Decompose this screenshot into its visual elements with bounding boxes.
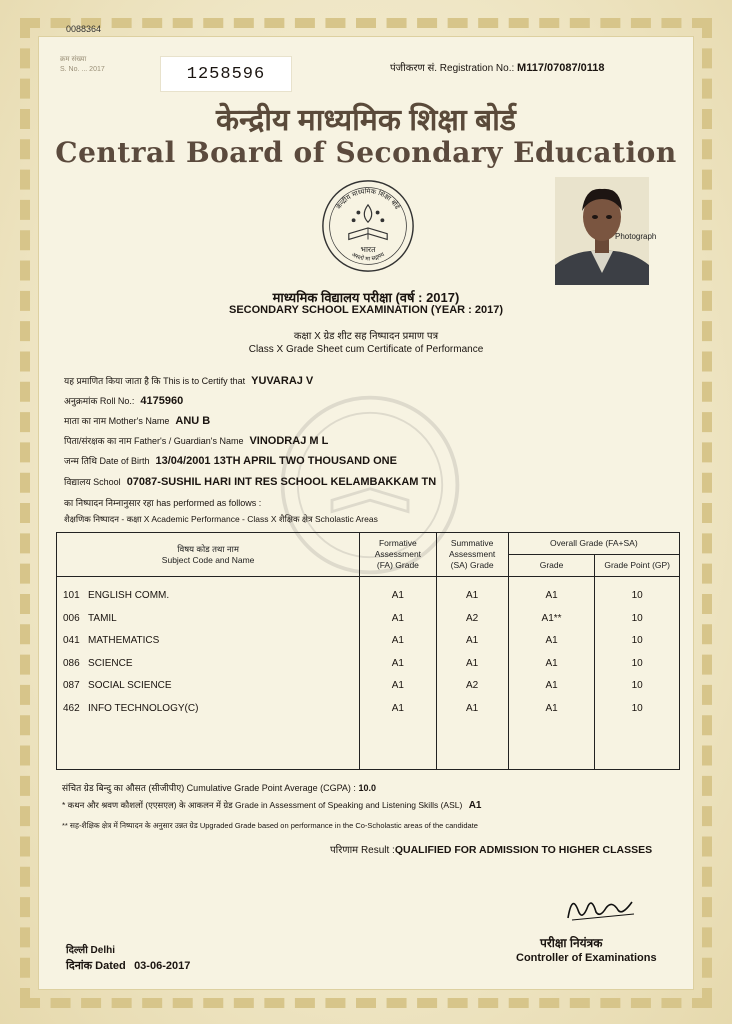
table-row: [63, 675, 359, 698]
table-row: [63, 608, 359, 631]
gp-column: [595, 577, 680, 770]
stub-line: क्रम संख्या: [60, 56, 87, 63]
subject-header-english: Subject Code and Name: [161, 554, 255, 565]
emblem-text-bottom: असतो मा सद्गमय: [350, 251, 386, 263]
cgpa-line: [62, 781, 376, 794]
table-row: [63, 585, 359, 608]
fa-grade: A1: [391, 590, 404, 601]
school-row: [64, 475, 436, 488]
registration-label: पंजीकरण सं. Registration No.:: [390, 63, 515, 74]
board-name-english: Central Board of Secondary Education: [55, 136, 677, 169]
cgpa-value: 10.0: [358, 783, 376, 793]
cbse-emblem: [320, 178, 416, 274]
grade-point: 10: [631, 680, 643, 691]
overall-grade: A1: [545, 590, 558, 601]
subject-code: 087: [63, 680, 80, 691]
student-photo: [555, 177, 657, 285]
sa-grade: A1: [466, 635, 479, 646]
table-header-row: [57, 533, 680, 555]
fa-header-line: Assessment: [374, 549, 422, 559]
grade-point: 10: [631, 590, 643, 601]
overall-header: Overall Grade (FA+SA): [508, 533, 679, 555]
subject-name: MATHEMATICS: [88, 635, 160, 646]
exam-title-hindi: माध्यमिक विद्यालय परीक्षा (वर्ष : 2017): [272, 290, 460, 305]
place: दिल्ली Delhi: [66, 945, 116, 956]
subject-name: ENGLISH COMM.: [88, 590, 170, 601]
asl-label: * कथन और श्रवण कौशलों (एएसएल) के आकलन में ग्रेड Grade in Assessment of Speaking and Listening Skills (ASL): [62, 800, 463, 810]
emblem-country: भारत: [360, 244, 376, 254]
fa-column: [360, 577, 436, 770]
exam-subtitle-hindi: कक्षा X ग्रेड शीट सह निष्पादन प्रमाण पत्र: [293, 331, 439, 342]
school-label: विद्यालय School: [64, 477, 121, 487]
fa-grade: A1: [391, 702, 404, 714]
date-value: 03-06-2017: [134, 960, 191, 972]
subject-name: SOCIAL SCIENCE: [88, 680, 172, 691]
certify-label: यह प्रमाणित किया जाता है कि This is to Certify that: [64, 376, 246, 386]
controller-title-english: Controller of Examinations: [516, 952, 657, 964]
subject-code: 086: [63, 657, 80, 669]
overall-grade: A1**: [541, 612, 562, 624]
date-line: [66, 958, 190, 973]
performed-text: का निष्पादन निम्नानुसार रहा has performed as follows :: [64, 498, 262, 508]
grade-point: 10: [631, 612, 643, 624]
gp-header: Grade Point (GP): [595, 555, 680, 577]
emblem-text-top: केन्द्रीय माध्यमिक शिक्षा बोर्ड: [334, 187, 402, 211]
registration-value: M117/07087/0118: [517, 62, 605, 74]
grades-table: [56, 532, 680, 770]
table-row: [63, 698, 359, 721]
photo-label: Photograph: [615, 232, 657, 241]
fa-header: [360, 533, 436, 577]
subject-name: INFO TECHNOLOGY(C): [88, 702, 199, 714]
academic-heading: शैक्षणिक निष्पादन - कक्षा X Academic Performance - Class X शैक्षिक क्षेत्र Scholastic Areas: [64, 514, 378, 524]
cgpa-label: संचित ग्रेड बिन्दु का औसत (सीजीपीए) Cumulative Grade Point Average (CGPA) :: [62, 783, 356, 793]
roll-label: अनुक्रमांक Roll No.:: [64, 396, 135, 406]
certify-name-row: [64, 374, 313, 387]
fa-grade: A1: [391, 635, 404, 646]
dob-label: जन्म तिथि Date of Birth: [64, 456, 150, 466]
grade-point: 10: [631, 702, 643, 714]
upgraded-grade-note: ** सह-शैक्षिक क्षेत्र में निष्पादन के अनुसार उन्नत ग्रेड Upgraded Grade based on performance in the Co-Scholastic areas of the candidate: [62, 821, 478, 830]
father-name: VINODRAJ M L: [249, 435, 329, 447]
mother-name: ANU B: [175, 415, 211, 427]
dob-row: [64, 454, 397, 467]
mother-row: [64, 414, 210, 427]
sa-grade: A2: [466, 680, 479, 691]
subject-column: [57, 577, 360, 770]
subject-name: TAMIL: [88, 612, 117, 624]
student-name: YUVARAJ V: [251, 375, 314, 387]
registration: [390, 60, 605, 74]
grade-header: Grade: [508, 555, 595, 577]
svg-text:केन्द्रीय माध्यमिक शिक्षा बोर्: [334, 186, 403, 211]
school-value: 07087-SUSHIL HARI INT RES SCHOOL KELAMBAKKAM TN: [126, 476, 437, 488]
exam-subtitle-english: Class X Grade Sheet cum Certificate of Performance: [248, 344, 484, 355]
father-label: पिता/संरक्षक का नाम Father's / Guardian's Name: [64, 436, 244, 446]
roll-number: 4175960: [140, 395, 184, 407]
fa-header-line: (FA) Grade: [376, 560, 419, 570]
roll-row: [64, 394, 183, 407]
fa-grade: A1: [391, 680, 404, 691]
sa-grade: A1: [466, 657, 479, 669]
controller-signature: [560, 888, 640, 928]
dob-value: 13/04/2001 13TH APRIL TWO THOUSAND ONE: [155, 455, 397, 467]
table-body: [57, 577, 680, 770]
subject-name: SCIENCE: [88, 657, 133, 669]
sa-grade: A2: [466, 612, 479, 624]
overall-grade: A1: [545, 657, 558, 669]
sa-grade: A1: [466, 702, 479, 714]
certificate-number: 1258596: [160, 56, 292, 92]
fa-header-line: Formative: [378, 538, 417, 548]
sa-header: [436, 533, 508, 577]
sa-header-line: Summative: [450, 538, 494, 548]
subject-code: 462: [63, 702, 80, 714]
overall-grade: A1: [545, 635, 558, 646]
table-row: [63, 653, 359, 676]
table-row: [63, 630, 359, 653]
subject-header: [57, 533, 360, 577]
subject-code: 006: [63, 612, 80, 624]
result-label: परिणाम Result :: [330, 845, 395, 856]
subject-code: 041: [63, 635, 80, 646]
board-name-hindi: केन्द्रीय माध्यमिक शिक्षा बोर्ड: [216, 104, 516, 137]
controller-title-hindi: परीक्षा नियंत्रक: [540, 936, 603, 950]
stub-line: S. No. ... 2017: [60, 66, 105, 73]
sa-header-line: (SA) Grade: [450, 560, 494, 570]
asl-line: [62, 800, 482, 811]
father-row: [64, 434, 328, 447]
subject-header-hindi: विषय कोड तथा नाम: [177, 543, 239, 554]
date-label: दिनांक Dated: [66, 960, 126, 972]
result-line: [330, 842, 652, 856]
grade-point: 10: [631, 657, 643, 669]
sa-grade: A1: [466, 590, 479, 601]
fa-grade: A1: [391, 612, 404, 624]
subject-code: 101: [63, 590, 80, 601]
sa-header-line: Assessment: [448, 549, 496, 559]
grade-point: 10: [631, 635, 643, 646]
exam-title-english: SECONDARY SCHOOL EXAMINATION (YEAR : 2017): [228, 304, 504, 316]
grade-column: [508, 577, 595, 770]
overall-grade: A1: [545, 680, 558, 691]
sa-column: [436, 577, 508, 770]
serial-number: 0088364: [66, 24, 102, 34]
overall-grade: A1: [545, 702, 558, 714]
mother-label: माता का नाम Mother's Name: [64, 416, 170, 426]
result-value: QUALIFIED FOR ADMISSION TO HIGHER CLASSES: [394, 844, 653, 856]
fa-grade: A1: [391, 657, 404, 669]
asl-value: A1: [468, 800, 482, 811]
stub-text: [60, 55, 105, 75]
